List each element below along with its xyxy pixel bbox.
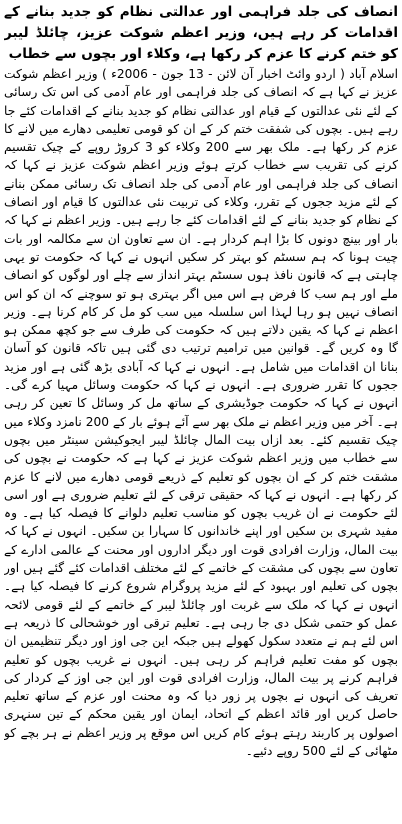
article-headline: انصاف کی جلد فراہمی اور عدالتی نظام کو جدید بنانے کے اقدامات کر رہے ہیں، وزیر اعظم شوکت عزیز، چائلڈ لیبر کو ختم کرنے کا عزم کر رکھا ہے، وکلاء اور بچوں سے خطاب — [4, 4, 398, 62]
article-body: اسلام آباد ( اردو وائٹ اخبار آن لائن - 13 جون - 2006ء ) وزیر اعظم شوکت عزیز نے کہا ہے کہ انصاف کی جلد فراہمی اور عام آدمی کی اس تک رسائی کے لئے نئی عدالتوں کے قیام اور عدالتی نظام کو جدید بنانے کے اقدامات کئے جا رہے ہیں۔ بچوں کی شفقت ختم کر کے ان کو قومی تعلیمی دھارے میں لانے کا عزم کر رکھا ہے۔ ملک بھر سے 200 وکلاء کو 3 کروڑ روپے کے چیک تقسیم کرنے کی تقریب سے خطاب کرتے ہوئے وزیر اعظم شوکت عزیز نے کہا کہ انصاف کی جلد فراہمی اور عام آدمی کی جلد انصاف تک رسائی ممکن بنانے کے لئے مزید ججوں کے تقرر، وکلاء کی تربیت نئی عدالتوں کا قیام اور انصاف کے نظام کو جدید بنانے کے لئے اقدامات کئے جا رہے ہیں۔ وزیر اعظم نے کہا کہ بار اور بینچ دونوں کا بڑا اہم کردار ہے۔ ان سے تعاون ان سے مکالمہ اور بات چیت ہونا کہ ہم سسٹم کو بہتر کر سکیں انہوں نے کہا کہ حکومت تو یہی چاہتی ہے کہ قانون نافذ ہوں سسٹم بہتر انداز سے چلے اور لوگوں کو انصاف ملے اور ہم سب کا فرض ہے اس میں اگر بہتری ہو تو سوچنے کہ ان کو اس انصاف نہیں ہو رہا لہذا اس سلسلہ میں سب کو مل کر کام کرنا ہے۔ وزیر اعظم نے کہا کہ یقین دلاتے ہیں کہ حکومت کی طرف سے جو کچھ ممکن ہو گا وہ کریں گے۔ قوانین میں ترامیم ترتیب دی گئی ہیں تاکہ قانون کو آسان بنانا ان اقدامات میں شامل ہے۔ انہوں نے کہا کہ آبادی بڑھ گئی ہے اور مزید ججوں کا تقرر ضروری ہے۔ انہوں نے کہا کہ حکومت وسائل مہیا کرے گی۔ انہوں نے کہا کہ حکومت جوڈیشری کے ساتھ مل کر وسائل کا تعین کر رہی ہے۔ آخر میں وزیر اعظم نے ملک بھر سے آئے ہوئے بار کے 200 نامزد وکلاء میں چیک تقسیم کئے۔ بعد ازاں بیت المال چائلڈ لیبر ایجوکیشن سینٹر میں بچوں سے خطاب میں وزیر اعظم شوکت عزیز نے کہا ہے کہ حکومت نے بچوں کی مشقت ختم کر کے ان بچوں کو تعلیم کے ذریعے قومی دھارے میں لانے کا عزم کر رکھا ہے۔ انہوں نے کہا کہ حقیقی ترقی کے لئے تعلیم ضروری ہے اور اسی لئے حکومت نے ان غریب بچوں کو مناسب تعلیم دلوانے کا فیصلہ کیا ہے۔ وہ مفید شہری بن سکیں اور اپنے خاندانوں کا سہارا بن سکیں۔ انہوں نے کہا کہ بیت المال، وزارت افرادی قوت اور دیگر اداروں اور محنت کے عالمی ادارے کے تعاون سے بچوں کی مشقت کے خاتمے کے لئے مختلف اقدامات کئے گئے ہیں اور بچوں کی تعلیم اور بہبود کے لئے مزید پروگرام شروع کرنے کا فیصلہ کیا ہے۔ انہوں نے کہا کہ ملک سے غربت اور چائلڈ لیبر کے خاتمے کے لئے قومی لائحہ عمل کو حتمی شکل دی جا رہی ہے۔ تعلیم ترقی اور خوشحالی کا ذریعہ ہے اس لئے ہم نے متعدد سکول کھولے ہیں جبکہ این جی اوز اور دیگر تنظیمیں ان بچوں کو مفت تعلیم فراہم کر رہی ہیں۔ انہوں نے غریب بچوں کو تعلیم فراہم کرنے پر بیت المال، وزارت افرادی قوت اور این جی اوز کے کردار کی تعریف کی انہوں نے بچوں پر زور دیا کہ وہ محنت اور عزم کے ساتھ تعلیم حاصل کریں اور قائد اعظم کے اتحاد، ایمان اور یقین محکم کے تین سنہری اصولوں پر کاربند رہتے ہوئے کام کریں اس موقع پر وزیر اعظم نے ہر بچے کو مٹھائی کے لئے 500 روپے دئیے۔ — [4, 67, 398, 758]
news-article — [4, 2, 398, 822]
